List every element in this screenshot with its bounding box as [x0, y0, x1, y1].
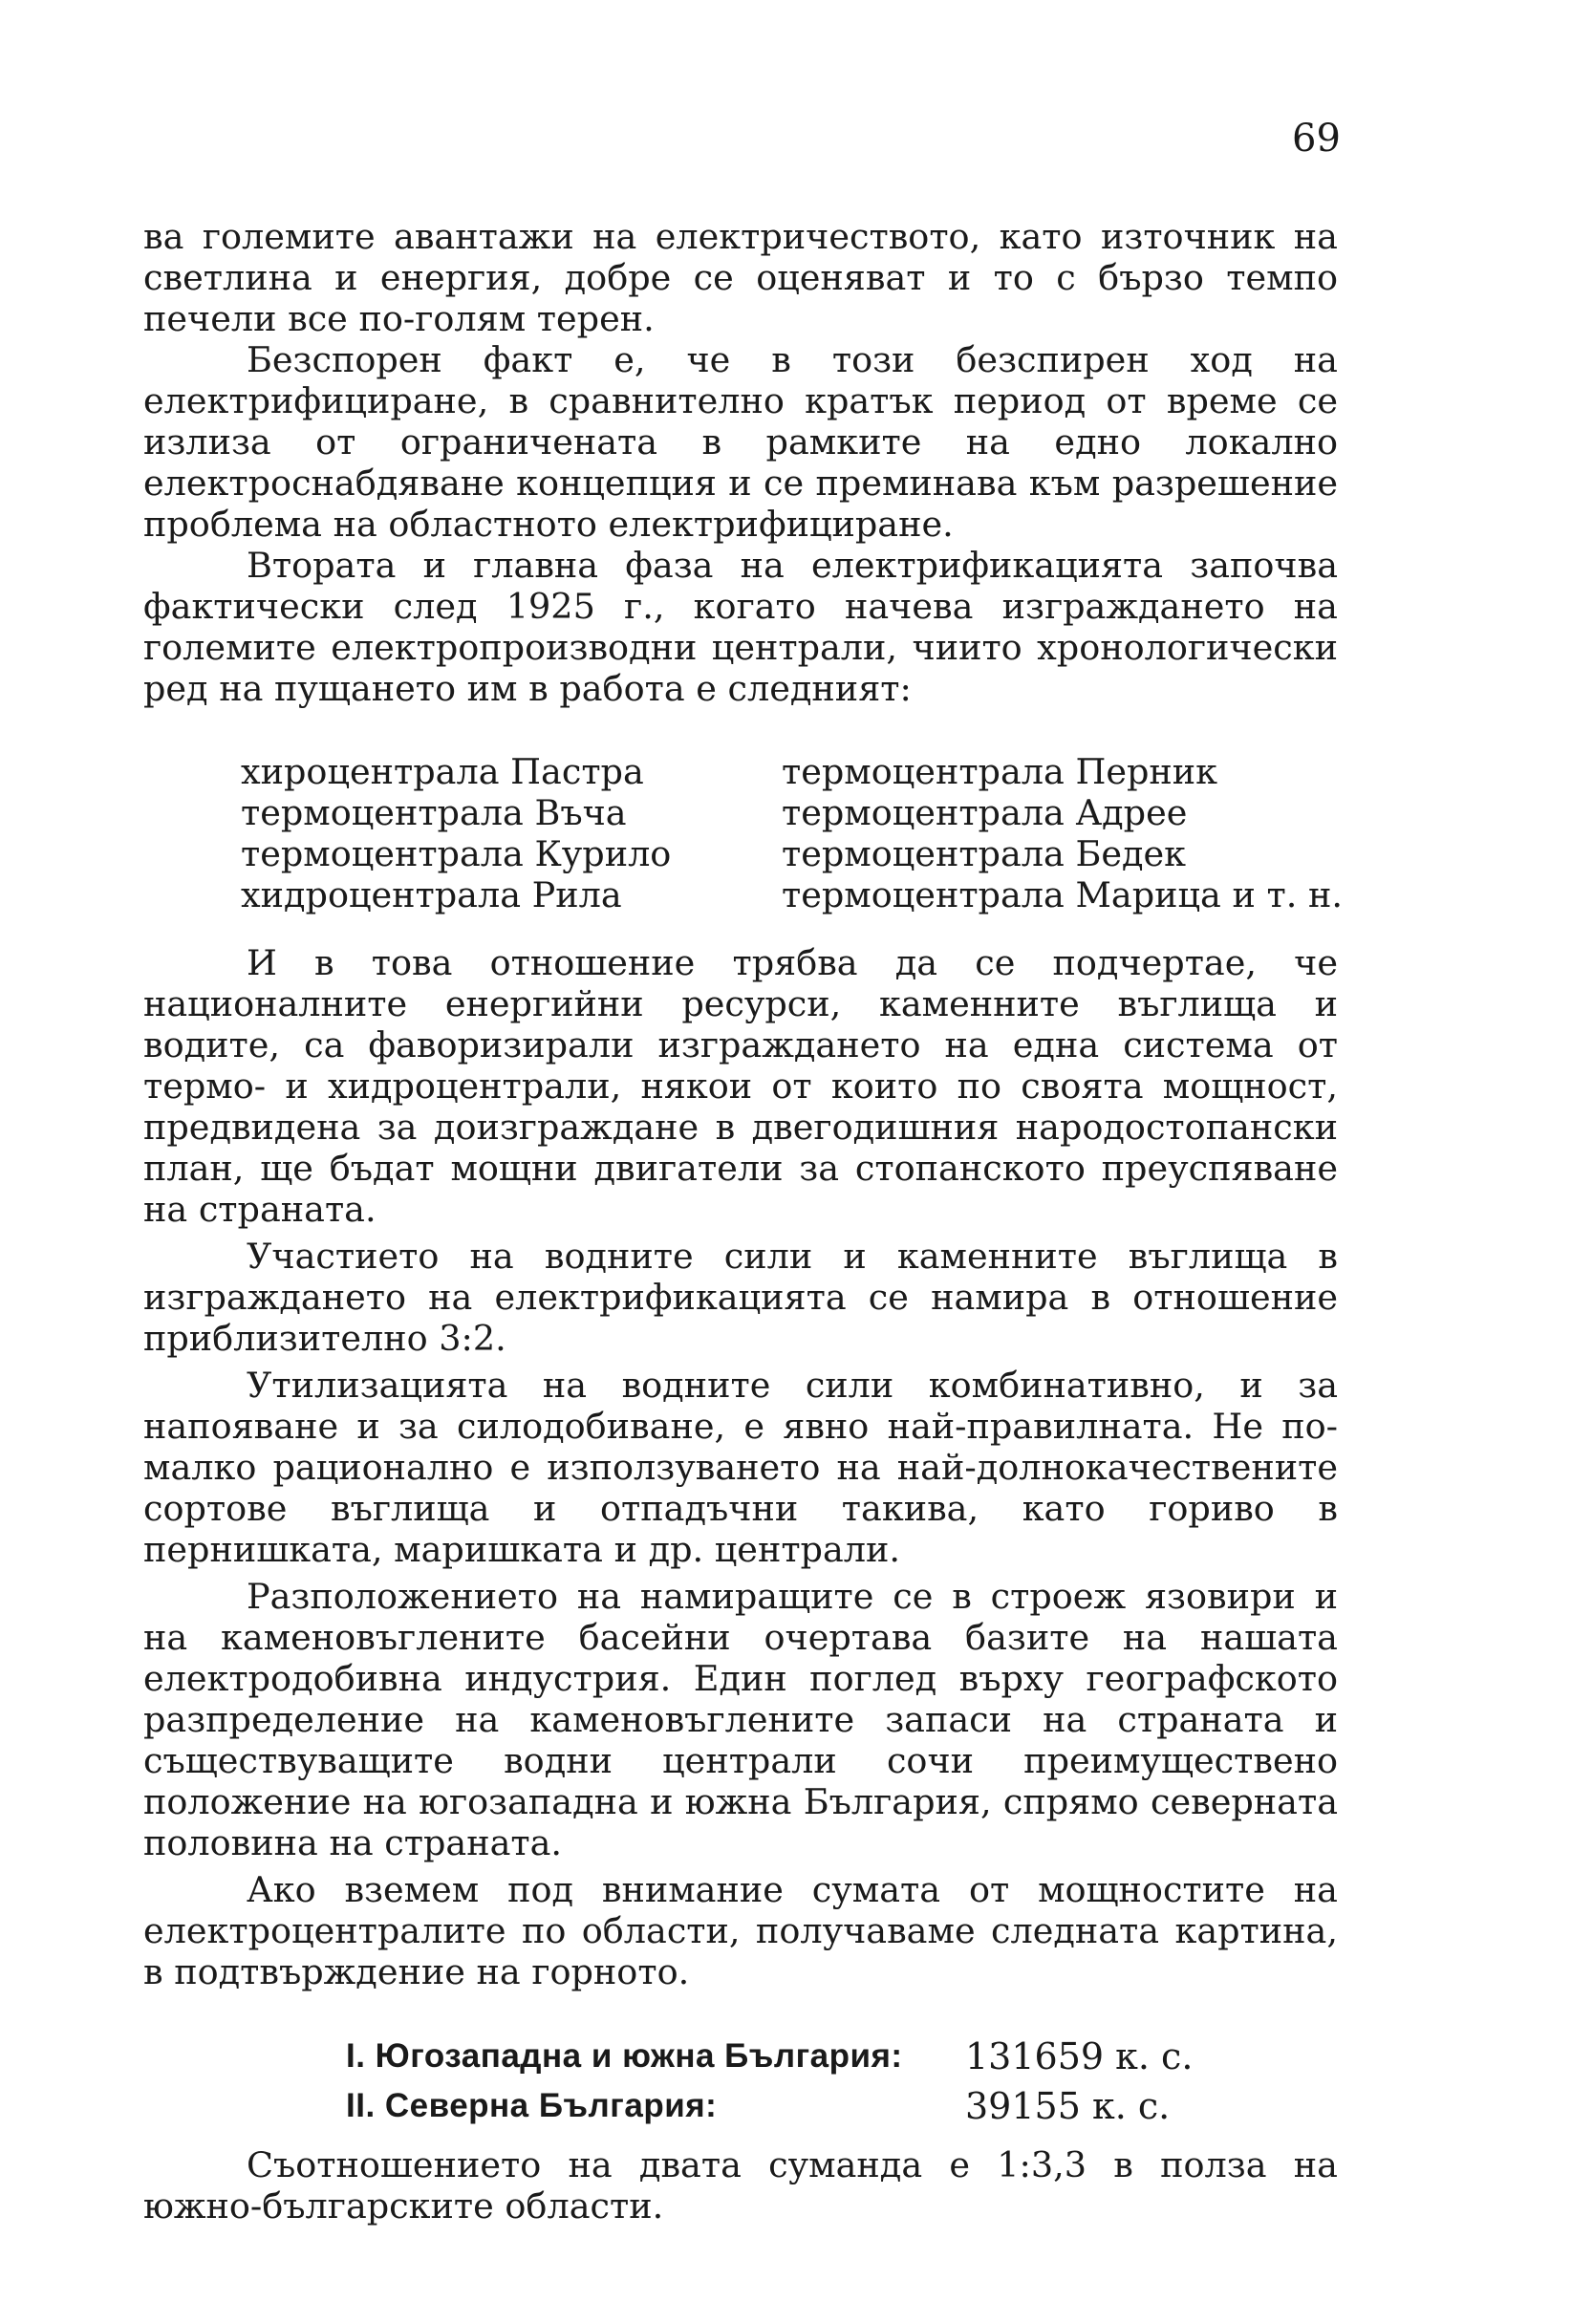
power-plants-list — [241, 751, 1349, 915]
paragraph: Втората и главна фаза на електрификацията започва фактически след 1925 г., когато начева изграждането на големите електропроизводни централи, чиито хронологически ред на пущането им в работа е следният: — [143, 545, 1338, 709]
paragraph: Участието на водните сили и каменните въглища в изграждането на електрификацията се намира в отношение приблизително 3:2. — [143, 1236, 1338, 1359]
plant-item: термоцентрала Перник — [782, 751, 1218, 792]
plant-item: термоцентрала Въча — [241, 792, 627, 833]
region-label: I. Югозападна и южна България: — [346, 2037, 903, 2075]
plant-item: термоцентрала Курило — [241, 833, 672, 874]
region-value: 131659 к. с. — [965, 2035, 1194, 2077]
paragraph: Разположението на намиращите се в строеж язовири и на каменовъглените басейни очертава базите на нашата електродобивна индустрия. Един поглед върху географското разпределение на каменовъглените запаси на страната и съществуващите водни централи сочи преимуществено положение на югозападна и южна България, спрямо северната половина на страната. — [143, 1576, 1338, 1863]
plant-item: термоцентрала Бедек — [782, 833, 1187, 874]
paragraph: Безспорен факт е, че в този безспирен ход на електрифициране, в сравнително кратък период от време се излиза от ограничената в рамките на едно локално електроснабдяване концепция и се преминава към разрешение проблема на областното електрифициране. — [143, 339, 1338, 545]
plant-item: термоцентрала Марица и т. н. — [782, 874, 1343, 915]
plant-item: хидроцентрала Рила — [241, 874, 622, 915]
body-text-top — [143, 216, 1338, 709]
paragraph: Утилизацията на водните сили комбинативно, и за напояване и за силодобиване, е явно най-правилната. Не по-малко рационално е използуването на най-долнокачествените сортове въглища и отпадъчни такива, като гориво в пернишката, маришката и др. централи. — [143, 1365, 1338, 1570]
closing-text — [143, 2144, 1338, 2227]
paragraph: Ако вземем под внимание сумата от мощностите на електроцентралите по области, получаваме следната картина, в подтвърждение на горното. — [143, 1869, 1338, 1992]
paragraph: И в това отношение трябва да се подчертае, че националните енергийни ресурси, каменните въглища и водите, са фаворизирали изграждането на една система от термо- и хидроцентрали, някои от които по своята мощност, предвидена за доизграждане в двегодишния народостопански план, ще бъдат мощни двигатели за стопанското преуспяване на страната. — [143, 942, 1338, 1230]
regional-totals — [346, 2032, 1271, 2131]
page-number: 69 — [1292, 117, 1341, 161]
region-value: 39155 к. с. — [965, 2085, 1171, 2127]
paragraph: ва големите авантажи на електричеството, като източник на светлина и енергия, добре се оценяват и то с бързо темпо печели все по-голям терен. — [143, 216, 1338, 339]
plant-item: термоцентрала Адрее — [782, 792, 1188, 833]
paragraph: Съотношението на двата суманда е 1:3,3 в полза на южно-българските области. — [143, 2144, 1338, 2227]
plant-item: хироцентрала Пастра — [241, 751, 644, 792]
body-text-middle — [143, 942, 1338, 1998]
region-label: II. Северна България: — [346, 2087, 718, 2124]
